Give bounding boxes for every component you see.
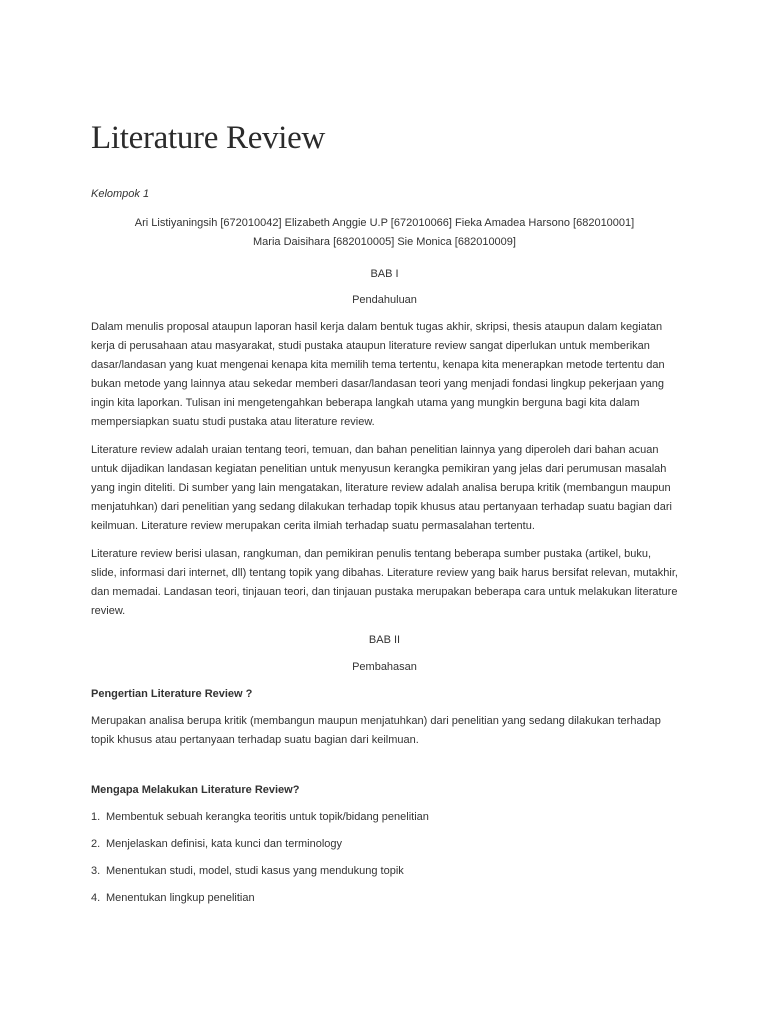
document-title: Literature Review [91,120,326,156]
list-item [91,864,678,878]
list-item-number: 1. [91,811,101,823]
authors-block [91,214,678,252]
chapter-2-label: BAB II [368,634,401,646]
document-page [91,118,678,918]
chapter-2-title: Pembahasan [352,661,417,673]
list-item [91,837,678,851]
authors-line-2: Maria Daisihara [682010005] Sie Monica [682010009] [253,236,516,248]
list-item [91,891,678,905]
list-item-text: Membentuk sebuah kerangka teoritis untuk topik/bidang penelitian [106,811,429,823]
list-item-number: 3. [91,865,101,877]
chapter-1-label: BAB I [370,268,399,280]
paragraph-2: Literature review adalah uraian tentang teori, temuan, dan bahan penelitian lainnya yang diperoleh dari bahan acuan untuk dijadikan landasan kegiatan penelitian untuk menyusun kerangka pemikiran yang jelas dari perumusan masalah yang ingin diteliti. Di sumber yang lain mengatakan, literature review adalah analisa berupa kritik (membangun maupun menjatuhkan) dari penelitian yang sedang dilakukan terhadap topik khusus atau pertanyaan terhadap suatu bagian dari keilmuan. Literature review merupakan cerita ilmiah terhadap suatu permasalahan tertentu. [91,444,672,532]
authors-line-1: Ari Listiyaningsih [672010042] Elizabeth Anggie U.P [672010066] Fieka Amadea Harsono [682010001] [134,217,635,229]
paragraph-definition: Merupakan analisa berupa kritik (membangun maupun menjatuhkan) dari penelitian yang sedang dilakukan terhadap topik khusus atau pertanyaan terhadap suatu bagian dari keilmuan. [91,715,661,746]
list-item-text: Menentukan studi, model, studi kasus yang mendukung topik [106,865,404,877]
list-item-text: Menjelaskan definisi, kata kunci dan terminology [106,838,343,850]
paragraph-3: Literature review berisi ulasan, rangkuman, dan pemikiran penulis tentang beberapa sumber pustaka (artikel, buku, slide, informasi dari internet, dll) tentang topik yang dibahas. Literature review yang baik harus bersifat relevan, mutakhir, dan memadai. Landasan teori, tinjauan teori, dan tinjauan pustaka merupakan beberapa cara untuk melakukan literature review. [91,548,678,617]
list-item-text: Menentukan lingkup penelitian [106,892,255,904]
group-label: Kelompok 1 [91,188,150,200]
list-item-number: 4. [91,892,101,904]
chapter-1-title: Pendahuluan [352,294,417,306]
list-item [91,810,678,824]
reasons-list [91,810,678,905]
paragraph-1: Dalam menulis proposal ataupun laporan hasil kerja dalam bentuk tugas akhir, skripsi, thesis ataupun dalam kegiatan kerja di perusahaan atau masyarakat, studi pustaka ataupun literature review sangat diperlukan untuk memberikan dasar/landasan yang kuat mengenai kenapa kita memilih tema tertentu, kenapa kita menerapkan metode tertentu dan bukan metode yang lainnya atau sekedar memberi dasar/landasan teori yang menjadi fondasi lingkup pekerjaan yang ingin kita laporkan. Tulisan ini mengetengahkan beberapa langkah utama yang mungkin berguna bagi kita dalam mempersiapkan suatu studi pustaka atau literature review. [91,321,665,428]
section-heading-why: Mengapa Melakukan Literature Review? [91,784,300,796]
section-heading-definition: Pengertian Literature Review ? [91,688,253,700]
list-item-number: 2. [91,838,101,850]
